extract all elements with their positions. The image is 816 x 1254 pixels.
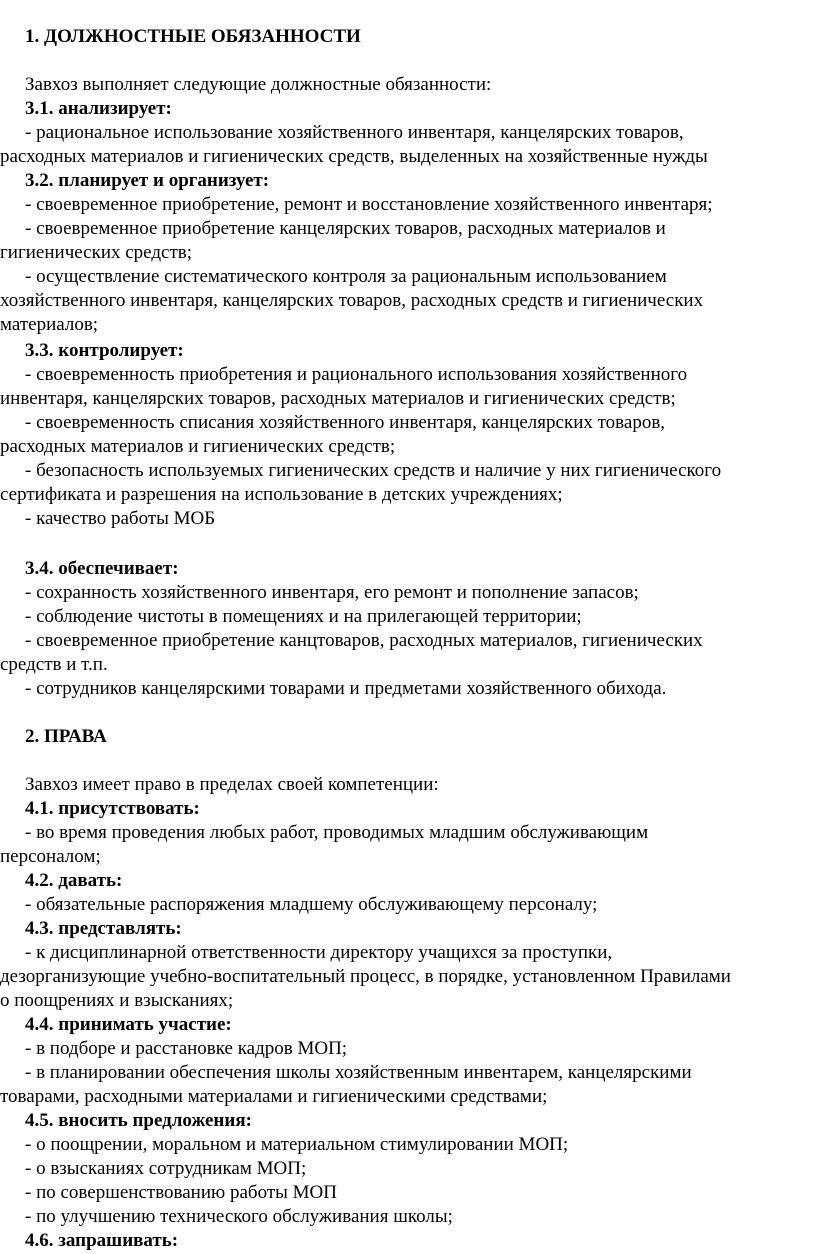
subsection-title: 3.1. анализирует: bbox=[25, 98, 172, 119]
text-line: - своевременное приобретение канцелярских товаров, расходных материалов и bbox=[25, 218, 666, 239]
text-line: - по улучшению технического обслуживания школы; bbox=[25, 1206, 453, 1227]
text-line: - по совершенствованию работы МОП bbox=[25, 1182, 337, 1203]
text-line: - в планировании обеспечения школы хозяйственным инвентарем, канцелярскими bbox=[25, 1062, 692, 1083]
subsection-title: 4.4. принимать участие: bbox=[25, 1014, 232, 1035]
text-line: персоналом; bbox=[0, 846, 101, 867]
text-line: гигиенических средств; bbox=[0, 242, 193, 263]
text-line: - во время проведения любых работ, проводимых младшим обслуживающим bbox=[25, 822, 649, 843]
text-line: о поощрениях и взысканиях; bbox=[0, 990, 234, 1011]
subsection-title: 3.4. обеспечивает: bbox=[25, 558, 179, 579]
text-line: - сохранность хозяйственного инвентаря, его ремонт и пополнение запасов; bbox=[25, 582, 639, 603]
subsection-title: 4.3. представлять: bbox=[25, 918, 182, 939]
text-line: инвентаря, канцелярских товаров, расходных материалов и гигиенических средств; bbox=[0, 388, 676, 409]
text-line: - о взысканиях сотрудникам МОП; bbox=[25, 1158, 307, 1179]
subsection-title: 3.3. контролирует: bbox=[25, 340, 184, 361]
text-line: - соблюдение чистоты в помещениях и на прилегающей территории; bbox=[25, 606, 582, 627]
text-line: - своевременность приобретения и рационального использования хозяйственного bbox=[25, 364, 688, 385]
text-line: - осуществление систематического контроля за рациональным использованием bbox=[25, 266, 667, 287]
text-line: - о поощрении, моральном и материальном стимулировании МОП; bbox=[25, 1134, 569, 1155]
subsection-title: 4.2. давать: bbox=[25, 870, 123, 891]
text-line: - в подборе и расстановке кадров МОП; bbox=[25, 1038, 348, 1059]
subsection-title: 4.6. запрашивать: bbox=[25, 1230, 179, 1251]
text-line: - безопасность используемых гигиенических средств и наличие у них гигиенического bbox=[25, 460, 722, 481]
text-line: материалов; bbox=[0, 314, 99, 335]
text-line: - своевременное приобретение канцтоваров, расходных материалов, гигиенических bbox=[25, 630, 703, 651]
text-line: - своевременное приобретение, ремонт и восстановление хозяйственного инвентаря; bbox=[25, 194, 713, 215]
section-heading-duties: 1. ДОЛЖНОСТНЫЕ ОБЯЗАННОСТИ bbox=[25, 26, 361, 47]
text-line: - обязательные распоряжения младшему обслуживающему персоналу; bbox=[25, 894, 598, 915]
section-heading-rights: 2. ПРАВА bbox=[25, 726, 107, 747]
text-line: сертификата и разрешения на использование в детских учреждениях; bbox=[0, 484, 563, 505]
text-line: хозяйственного инвентаря, канцелярских товаров, расходных средств и гигиенических bbox=[0, 290, 704, 311]
subsection-title: 3.2. планирует и организует: bbox=[25, 170, 270, 191]
subsection-title: 4.5. вносить предложения: bbox=[25, 1110, 252, 1131]
subsection-title: 4.1. присутствовать: bbox=[25, 798, 200, 819]
text-line: - к дисциплинарной ответственности директору учащихся за проступки, bbox=[25, 942, 613, 963]
text-line: дезорганизующие учебно-воспитательный процесс, в порядке, установленном Правилами bbox=[0, 966, 731, 987]
text-line: - своевременность списания хозяйственного инвентаря, канцелярских товаров, bbox=[25, 412, 666, 433]
intro-paragraph: Завхоз выполняет следующие должностные обязанности: bbox=[25, 74, 492, 95]
text-line: расходных материалов и гигиенических средств; bbox=[0, 436, 396, 457]
text-line: расходных материалов и гигиенических средств, выделенных на хозяйственные нужды bbox=[0, 146, 708, 167]
intro-paragraph: Завхоз имеет право в пределах своей компетенции: bbox=[25, 774, 439, 795]
text-line: средств и т.п. bbox=[0, 654, 108, 675]
text-line: - сотрудников канцелярскими товарами и предметами хозяйственного обихода. bbox=[25, 678, 667, 699]
text-line: - рациональное использование хозяйственного инвентаря, канцелярских товаров, bbox=[25, 122, 684, 143]
text-line: - качество работы МОБ bbox=[25, 508, 216, 529]
text-line: товарами, расходными материалами и гигиеническими средствами; bbox=[0, 1086, 548, 1107]
